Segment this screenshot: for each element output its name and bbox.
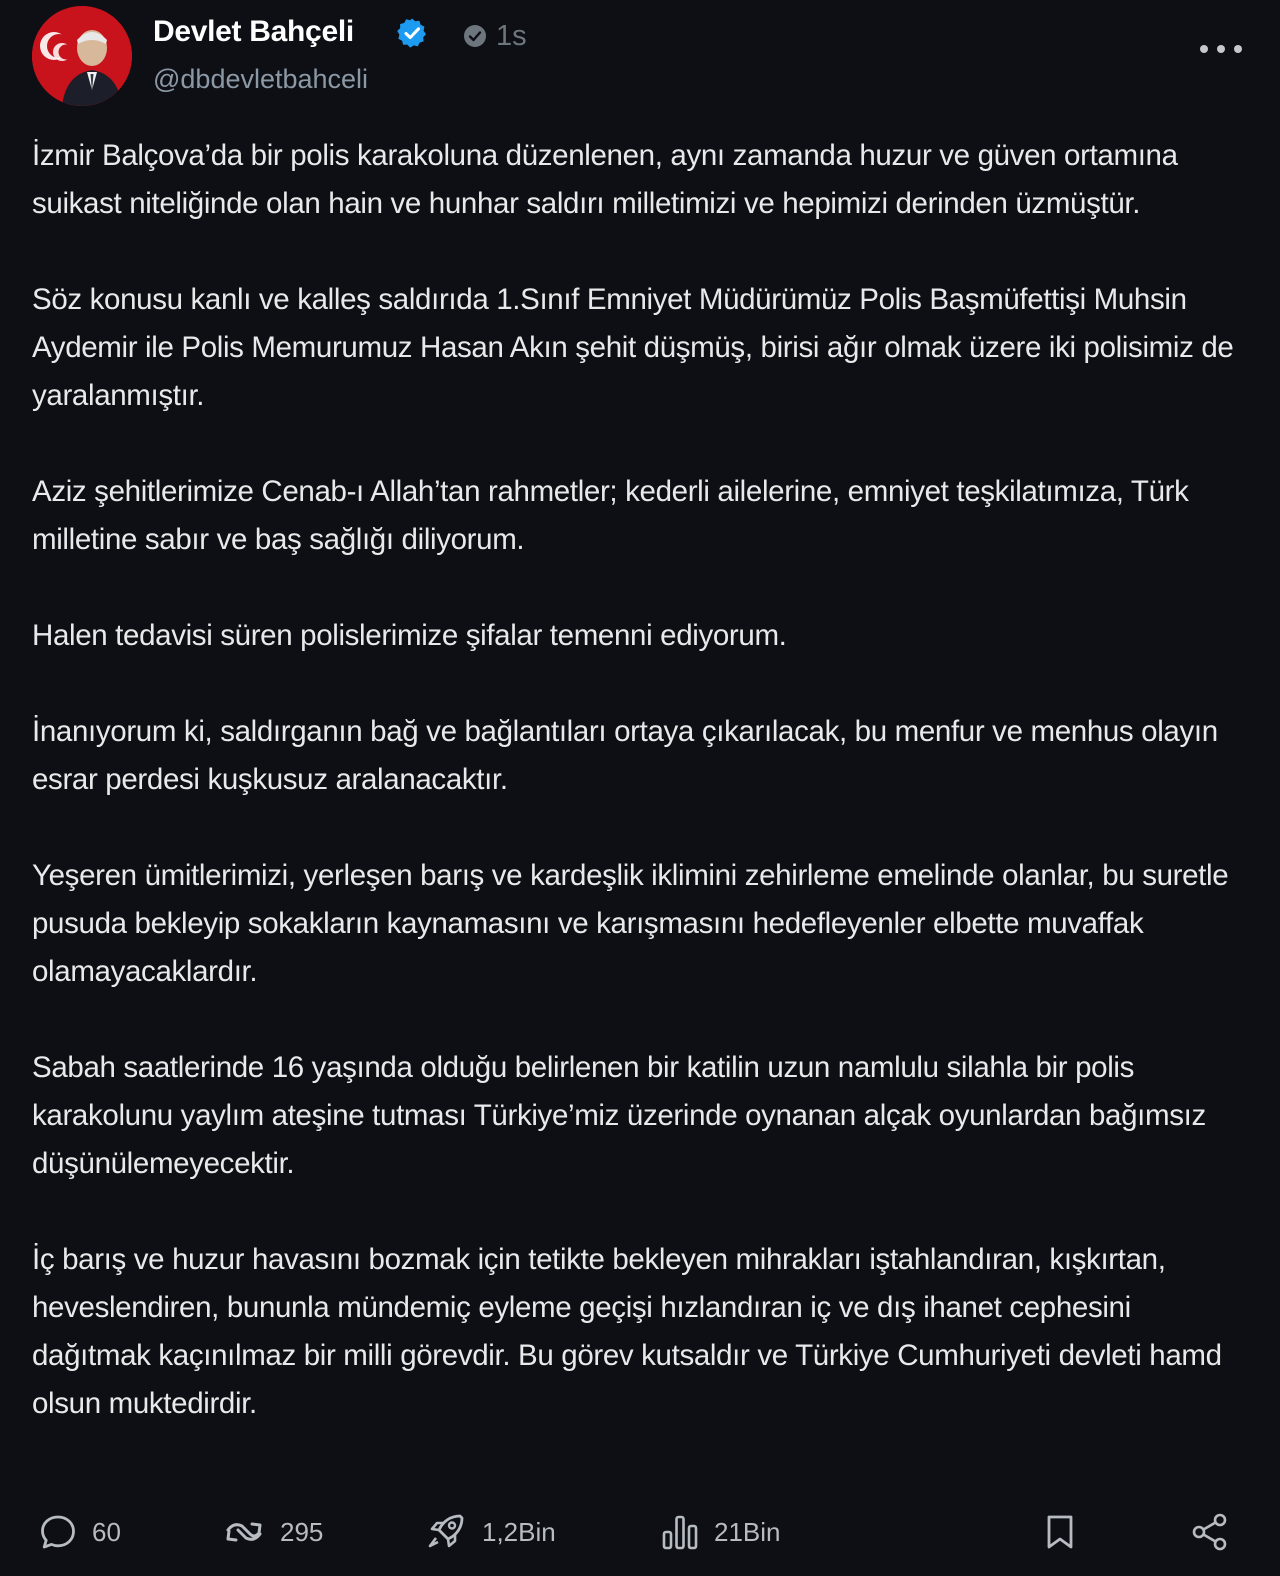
post-paragraph: Sabah saatlerinde 16 yaşında olduğu belirlenen bir katilin uzun namlulu silahla bir polis karakolunu yaylım ateşine tutması Türkiye’miz üzerinde oynanan alçak oyunlardan bağımsız düşünülemeyecektir. [32, 1051, 1206, 1180]
post-paragraph: Halen tedavisi süren polislerimize şifalar temenni ediyorum. [32, 619, 787, 652]
author-handle[interactable]: @dbdevletbahceli [153, 64, 369, 94]
post-time [462, 18, 527, 54]
avatar[interactable] [32, 6, 132, 106]
post-paragraph: Aziz şehitlerimize Cenab-ı Allah’tan rahmetler; kederli ailelerine, emniyet teşkilatımıza, Türk milletine sabır ve baş sağlığı diliyorum. [32, 475, 1189, 556]
boost-button[interactable] [424, 1508, 556, 1556]
more-dots-icon[interactable] [1196, 34, 1246, 64]
post-body [32, 132, 1248, 1476]
share-button[interactable] [1190, 1508, 1230, 1556]
action-bar [0, 1508, 1280, 1556]
rocket-icon [424, 1510, 468, 1554]
share-icon [1190, 1512, 1230, 1552]
post-paragraph: Yeşeren ümitlerimizi, yerleşen barış ve kardeşlik iklimini zehirleme emelinde olanlar, bu suretle pusuda bekleyip sokakların kaynamasını ve karışmasını hedefleyenler elbette muvaffak olamayacaklardır. [32, 859, 1229, 988]
reply-count: 60 [92, 1517, 121, 1547]
verified-badge-icon [396, 17, 428, 49]
author-name[interactable]: Devlet Bahçeli [153, 15, 354, 48]
post-paragraph: Söz konusu kanlı ve kalleş saldırıda 1.Sınıf Emniyet Müdürümüz Polis Başmüfettişi Muhsin Aydemir ile Polis Memurumuz Hasan Akın şehit düşmüş, birisi ağır olmak üzere iki polisimiz de yaralanmıştır. [32, 283, 1234, 412]
post-paragraph: İç barış ve huzur havasını bozmak için tetikte bekleyen mihrakları iştahlandıran, kışkırtan, heveslendiren, bununla mündemiç eyleme geçişi hızlandıran iç ve dış ihanet cephesini dağıtmak kaçınılmaz bir milli görevdir. Bu görev kutsaldır ve Türkiye Cumhuriyeti devleti hamd olsun muktedirdir. [32, 1243, 1222, 1420]
post-time-text: 1s [496, 20, 527, 52]
reply-button[interactable] [38, 1508, 121, 1556]
repost-count: 295 [280, 1517, 324, 1547]
boost-count: 1,2Bin [482, 1517, 556, 1547]
bookmark-button[interactable] [1040, 1508, 1080, 1556]
repost-button[interactable] [222, 1508, 323, 1556]
views-count: 21Bin [714, 1517, 781, 1547]
reply-bubble-icon [38, 1512, 78, 1552]
bar-chart-icon [660, 1512, 700, 1552]
post-paragraph: İnanıyorum ki, saldırganın bağ ve bağlantıları ortaya çıkarılacak, bu menfur ve menhus olayın esrar perdesi kuşkusuz aralanacaktır. [32, 715, 1218, 796]
bookmark-icon [1040, 1512, 1080, 1552]
globe-clock-icon [462, 23, 488, 49]
views-button[interactable] [660, 1508, 781, 1556]
repost-icon [222, 1512, 266, 1552]
post-paragraph: İzmir Balçova’da bir polis karakoluna düzenlenen, aynı zamanda huzur ve güven ortamına suikast niteliğinde olan hain ve hunhar saldırı milletimizi ve hepimizi derinden üzmüştür. [32, 139, 1178, 220]
